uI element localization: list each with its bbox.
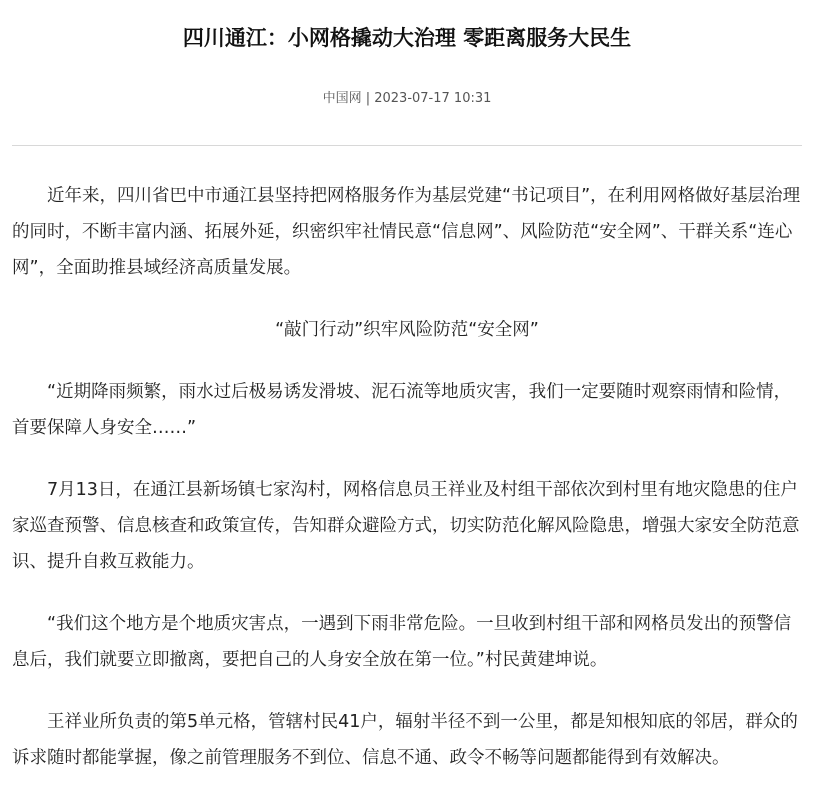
article-meta: 中国网 | 2023-07-17 10:31 <box>322 91 492 106</box>
article-body <box>12 178 802 802</box>
paragraph-inspection: 7月13日，在通江县新场镇七家沟村，网格信息员王祥业及村组干部依次到村里有地灾隐患的住户家巡查预警、信息核查和政策宣传，告知群众避险方式，切实防范化解风险隐患，增强大家安全防范意识、提升自救互救能力。 <box>12 480 800 572</box>
paragraph-quote-rain: “近期降雨频繁，雨水过后极易诱发滑坡、泥石流等地质灾害，我们一定要随时观察雨情和险情，首要保障人身安全……” <box>12 382 792 438</box>
divider <box>12 145 802 146</box>
paragraph-grid-unit: 王祥业所负责的第5单元格，管辖村民41户，辐射半径不到一公里，都是知根知底的邻居，群众的诉求随时都能掌握，像之前管理服务不到位、信息不通、政令不畅等问题都能得到有效解决。 <box>12 712 798 768</box>
article-title: 四川通江：小网格撬动大治理 零距离服务大民生 <box>182 26 632 50</box>
section-subheading: “敲门行动”织牢风险防范“安全网” <box>275 320 539 340</box>
paragraph-intro: 近年来，四川省巴中市通江县坚持把网格服务作为基层党建“书记项目”，在利用网格做好基层治理的同时，不断丰富内涵、拓展外延，织密织牢社情民意“信息网”、风险防范“安全网”、干群关系“连心网”，全面助推县域经济高质量发展。 <box>12 186 801 278</box>
paragraph-villager-quote: “我们这个地方是个地质灾害点，一遇到下雨非常危险。一旦收到村组干部和网格员发出的预警信息后，我们就要立即撤离，要把自己的人身安全放在第一位。”村民黄建坤说。 <box>12 614 792 670</box>
